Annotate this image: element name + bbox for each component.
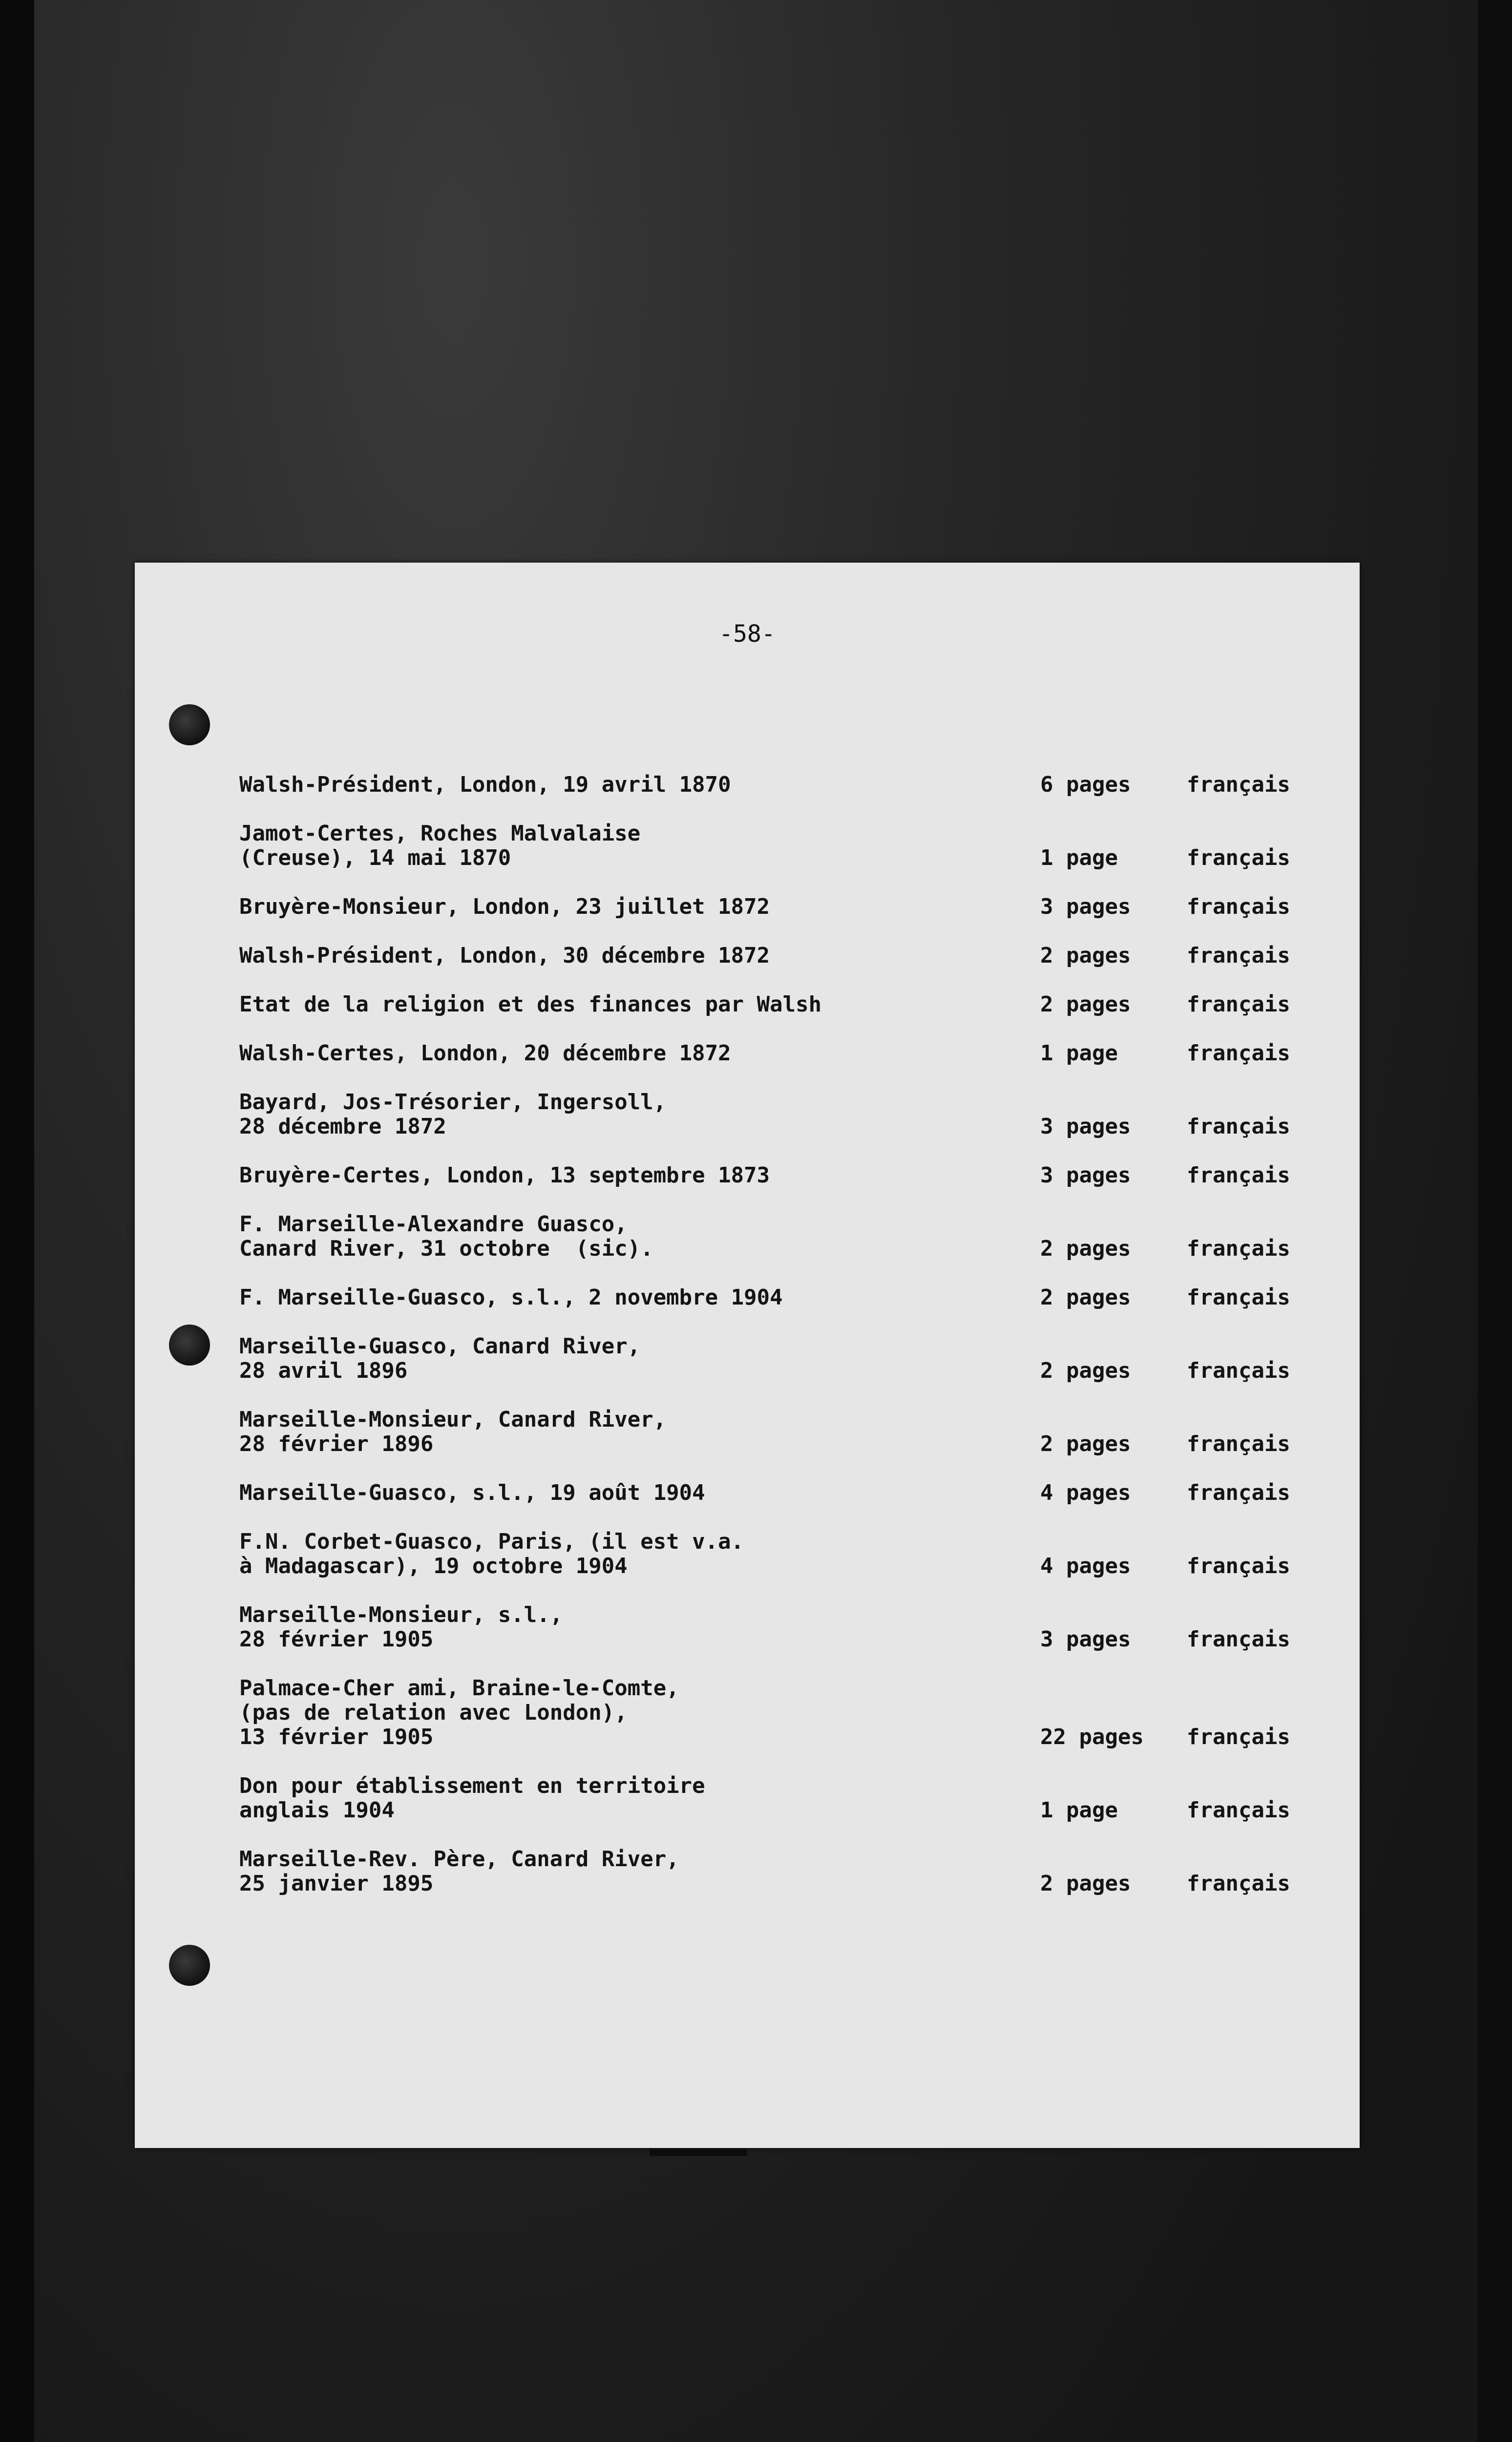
entry-description <box>239 773 1040 797</box>
entry-description <box>239 992 1040 1017</box>
entry-description-line: Palmace-Cher ami, Braine-le-Comte, <box>239 1676 679 1701</box>
entry-language: français <box>1187 1041 1290 1066</box>
entry-description-line: Jamot-Certes, Roches Malvalaise <box>239 821 641 846</box>
entry-language: français <box>1187 1114 1290 1139</box>
entry-page-count: 2 pages <box>1040 1432 1131 1456</box>
list-item <box>239 1090 1338 1139</box>
list-item <box>239 1285 1338 1310</box>
entry-description-line: Bruyère-Certes, London, 13 septembre 1873 <box>239 1163 770 1188</box>
entry-description-line: Walsh-Certes, London, 20 décembre 1872 <box>239 1041 731 1066</box>
document-page <box>135 563 1360 2148</box>
list-item <box>239 1163 1338 1188</box>
entry-description-line: Walsh-Président, London, 19 avril 1870 <box>239 772 731 797</box>
entry-description-line: Marseille-Guasco, s.l., 19 août 1904 <box>239 1480 705 1505</box>
entry-language: français <box>1187 1358 1290 1383</box>
entry-language: français <box>1187 1480 1290 1505</box>
entry-description <box>239 1603 1040 1652</box>
entry-description <box>239 1774 1040 1823</box>
entry-description <box>239 821 1040 870</box>
inventory-list <box>239 773 1338 1920</box>
punch-hole-icon <box>169 704 210 745</box>
entry-page-count: 2 pages <box>1040 1358 1131 1383</box>
entry-page-count: 1 page <box>1040 1798 1118 1823</box>
list-item <box>239 773 1338 797</box>
entry-page-count: 2 pages <box>1040 1871 1131 1896</box>
entry-description-line: 13 février 1905 <box>239 1725 434 1749</box>
entry-description-line: Marseille-Monsieur, Canard River, <box>239 1407 667 1432</box>
list-item <box>239 821 1338 870</box>
entry-page-count: 22 pages <box>1040 1725 1144 1749</box>
entry-description-line: F.N. Corbet-Guasco, Paris, (il est v.a. <box>239 1529 744 1554</box>
entry-language: français <box>1187 1432 1290 1456</box>
entry-language: français <box>1187 1236 1290 1261</box>
list-item <box>239 1334 1338 1383</box>
list-item <box>239 1530 1338 1579</box>
entry-description-line: (pas de relation avec London), <box>239 1700 628 1725</box>
entry-description-line: F. Marseille-Guasco, s.l., 2 novembre 1904 <box>239 1285 783 1310</box>
entry-description <box>239 1408 1040 1456</box>
film-edge-left <box>0 0 34 2442</box>
list-item <box>239 944 1338 968</box>
entry-language: français <box>1187 1725 1290 1749</box>
entry-description <box>239 1847 1040 1896</box>
film-edge-right <box>1478 0 1512 2442</box>
entry-page-count: 2 pages <box>1040 992 1131 1017</box>
entry-language: français <box>1187 1627 1290 1652</box>
entry-language: français <box>1187 894 1290 919</box>
list-item <box>239 1212 1338 1261</box>
entry-page-count: 2 pages <box>1040 943 1131 968</box>
entry-page-count: 6 pages <box>1040 772 1131 797</box>
entry-language: français <box>1187 772 1290 797</box>
entry-language: français <box>1187 1554 1290 1579</box>
entry-description-line: F. Marseille-Alexandre Guasco, <box>239 1212 628 1237</box>
entry-description-line: Bruyère-Monsieur, London, 23 juillet 1872 <box>239 894 770 919</box>
entry-language: français <box>1187 943 1290 968</box>
entry-page-count: 1 page <box>1040 1041 1118 1066</box>
entry-page-count: 3 pages <box>1040 894 1131 919</box>
entry-page-count: 4 pages <box>1040 1554 1131 1579</box>
entry-description <box>239 1676 1040 1749</box>
list-item <box>239 1408 1338 1456</box>
entry-description-line: 25 janvier 1895 <box>239 1871 434 1896</box>
entry-description <box>239 1530 1040 1579</box>
entry-language: français <box>1187 992 1290 1017</box>
entry-description-line: Bayard, Jos-Trésorier, Ingersoll, <box>239 1090 667 1115</box>
entry-description-line: 28 février 1896 <box>239 1432 434 1456</box>
entry-description-line: Walsh-Président, London, 30 décembre 1872 <box>239 943 770 968</box>
list-item <box>239 992 1338 1017</box>
entry-page-count: 1 page <box>1040 845 1118 870</box>
punch-hole-icon <box>169 1945 210 1986</box>
punch-hole-icon <box>169 1325 210 1366</box>
entry-description-line: Don pour établissement en territoire <box>239 1773 705 1798</box>
entry-language: français <box>1187 1163 1290 1188</box>
entry-description-line: à Madagascar), 19 octobre 1904 <box>239 1554 628 1579</box>
list-item <box>239 895 1338 919</box>
entry-language: français <box>1187 845 1290 870</box>
list-item <box>239 1603 1338 1652</box>
list-item <box>239 1774 1338 1823</box>
entry-description-line: Canard River, 31 octobre (sic). <box>239 1236 653 1261</box>
list-item <box>239 1481 1338 1505</box>
entry-description <box>239 1163 1040 1188</box>
entry-page-count: 3 pages <box>1040 1114 1131 1139</box>
entry-description <box>239 944 1040 968</box>
film-marker <box>650 2149 747 2156</box>
list-item <box>239 1847 1338 1896</box>
list-item <box>239 1041 1338 1066</box>
entry-page-count: 2 pages <box>1040 1236 1131 1261</box>
entry-page-count: 4 pages <box>1040 1480 1131 1505</box>
entry-description-line: Marseille-Guasco, Canard River, <box>239 1334 641 1359</box>
entry-description <box>239 1285 1040 1310</box>
entry-description-line: (Creuse), 14 mai 1870 <box>239 845 511 870</box>
entry-page-count: 2 pages <box>1040 1285 1131 1310</box>
entry-description <box>239 895 1040 919</box>
entry-description <box>239 1090 1040 1139</box>
page-number: -58- <box>719 620 776 648</box>
entry-description-line: Etat de la religion et des finances par Walsh <box>239 992 822 1017</box>
entry-page-count: 3 pages <box>1040 1163 1131 1188</box>
entry-page-count: 3 pages <box>1040 1627 1131 1652</box>
entry-description <box>239 1481 1040 1505</box>
entry-language: français <box>1187 1871 1290 1896</box>
entry-language: français <box>1187 1285 1290 1310</box>
entry-description-line: 28 avril 1896 <box>239 1358 408 1383</box>
entry-description <box>239 1334 1040 1383</box>
entry-description-line: Marseille-Monsieur, s.l., <box>239 1602 563 1627</box>
entry-description <box>239 1212 1040 1261</box>
entry-language: français <box>1187 1798 1290 1823</box>
entry-description-line: Marseille-Rev. Père, Canard River, <box>239 1847 679 1872</box>
entry-description <box>239 1041 1040 1066</box>
list-item <box>239 1676 1338 1749</box>
entry-description-line: 28 février 1905 <box>239 1627 434 1652</box>
entry-description-line: 28 décembre 1872 <box>239 1114 446 1139</box>
entry-description-line: anglais 1904 <box>239 1798 395 1823</box>
